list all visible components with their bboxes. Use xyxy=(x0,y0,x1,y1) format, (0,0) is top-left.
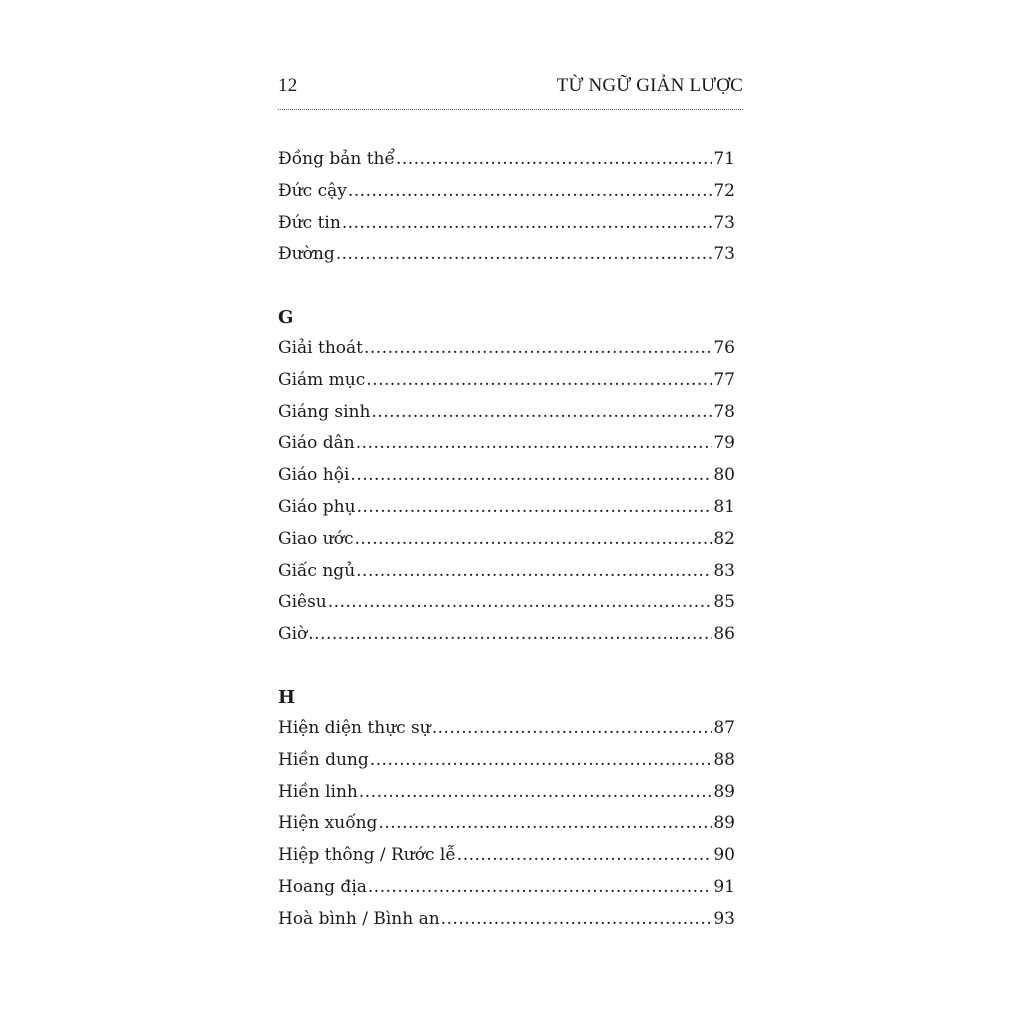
dot-leader xyxy=(359,777,713,809)
entry-page: 82 xyxy=(713,528,735,549)
toc-entry xyxy=(278,460,735,492)
dot-leader xyxy=(357,492,713,524)
dot-leader xyxy=(364,333,712,365)
dot-leader xyxy=(432,713,713,745)
running-header xyxy=(278,72,743,100)
dot-leader xyxy=(308,619,712,651)
entry-term: Giao ước xyxy=(278,528,354,549)
entry-page: 76 xyxy=(713,338,735,358)
dot-leader xyxy=(368,872,712,904)
toc-entry xyxy=(278,333,735,365)
entry-page: 72 xyxy=(713,180,735,201)
toc-entry xyxy=(278,524,735,556)
entry-page: 85 xyxy=(713,592,735,613)
entry-term: Giáo hội xyxy=(278,465,350,486)
running-title: TỪ NGỮ GIẢN LƯỢC xyxy=(556,75,743,96)
dot-leader xyxy=(356,428,713,460)
toc-entry xyxy=(278,208,735,240)
section-letter: G xyxy=(278,307,294,328)
entry-page: 89 xyxy=(713,813,735,834)
dot-leader xyxy=(378,808,712,840)
entry-page: 73 xyxy=(713,244,735,265)
entry-term: Giấc ngủ xyxy=(278,560,356,581)
toc-entry xyxy=(278,619,735,651)
section-letter: H xyxy=(278,687,296,708)
entry-term: Hiền linh xyxy=(278,781,358,802)
toc-entry xyxy=(278,587,735,619)
dot-leader xyxy=(441,904,713,936)
entry-page: 87 xyxy=(713,718,735,738)
entry-term: Hiền dung xyxy=(278,749,369,770)
toc-section-h xyxy=(278,683,735,936)
entry-page: 71 xyxy=(713,149,735,169)
entry-term: Hoang địa xyxy=(278,876,367,897)
entry-page: 73 xyxy=(713,212,735,233)
entry-term: Giáng sinh xyxy=(278,401,371,422)
dot-leader xyxy=(350,460,712,492)
toc-entry xyxy=(278,239,735,271)
toc-entry xyxy=(278,840,735,872)
toc-entry xyxy=(278,745,735,777)
entry-term: Giáo phụ xyxy=(278,496,356,517)
dot-leader xyxy=(396,144,712,176)
entry-term: Giờ xyxy=(278,624,308,645)
header-divider xyxy=(278,109,743,110)
entry-page: 80 xyxy=(713,465,735,486)
entry-term: Đức tin xyxy=(278,212,341,233)
entry-term: Giám mục xyxy=(278,369,366,390)
toc-entry xyxy=(278,492,735,524)
dot-leader xyxy=(328,587,713,619)
entry-page: 93 xyxy=(713,908,735,929)
entry-page: 89 xyxy=(713,781,735,802)
entry-page: 86 xyxy=(713,624,735,645)
entry-term: Đức cậy xyxy=(278,180,347,201)
toc-entry xyxy=(278,713,735,745)
toc-entry xyxy=(278,904,735,936)
dot-leader xyxy=(366,365,712,397)
page-number: 12 xyxy=(278,75,298,96)
toc-entry xyxy=(278,144,735,176)
dot-leader xyxy=(457,840,713,872)
toc-entry xyxy=(278,365,735,397)
entry-term: Đồng bản thể xyxy=(278,149,395,169)
entry-term: Giêsu xyxy=(278,592,327,613)
entry-page: 78 xyxy=(713,401,735,422)
dot-leader xyxy=(348,176,713,208)
toc-entry xyxy=(278,428,735,460)
entry-term: Hiện xuống xyxy=(278,813,378,834)
toc-entry xyxy=(278,872,735,904)
dot-leader xyxy=(371,397,712,429)
toc-section-g xyxy=(278,303,735,651)
entry-page: 79 xyxy=(713,433,735,454)
entry-page: 81 xyxy=(713,496,735,517)
toc-entry xyxy=(278,808,735,840)
entry-page: 90 xyxy=(713,845,735,866)
toc-section-d xyxy=(278,144,735,271)
entry-page: 77 xyxy=(713,369,735,390)
toc-entry xyxy=(278,397,735,429)
entry-page: 88 xyxy=(713,749,735,770)
dot-leader xyxy=(370,745,713,777)
entry-term: Hiệp thông / Rước lễ xyxy=(278,845,456,866)
toc-entry xyxy=(278,556,735,588)
entry-page: 91 xyxy=(713,876,735,897)
entry-term: Giáo dân xyxy=(278,433,355,454)
entry-term: Hiện diện thực sự xyxy=(278,718,431,738)
dot-leader xyxy=(355,524,713,556)
dot-leader xyxy=(342,208,713,240)
entry-term: Giải thoát xyxy=(278,338,363,358)
entry-term: Hoà bình / Bình an xyxy=(278,908,440,929)
toc-entry xyxy=(278,176,735,208)
entry-term: Đường xyxy=(278,244,335,265)
dot-leader xyxy=(336,239,713,271)
toc-entry xyxy=(278,777,735,809)
dot-leader xyxy=(356,556,712,588)
entry-page: 83 xyxy=(713,560,735,581)
